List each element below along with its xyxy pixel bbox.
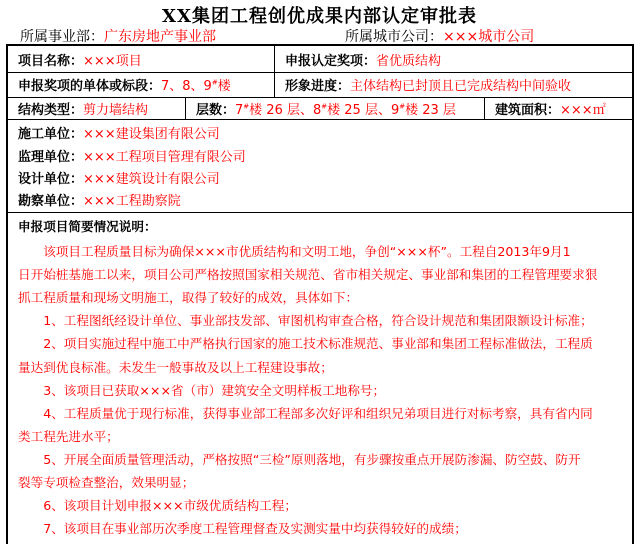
project-name-value: ×××项目 [83, 53, 142, 69]
floors-label: 层数： [196, 102, 236, 118]
business-unit-value: 广东房地产事业部 [104, 29, 216, 45]
description [18, 216, 628, 537]
description-line: 量达到优良标准。未发生一般事故及以上工程建设事故； [18, 359, 333, 375]
units-value: 7、8、9#楼 [161, 78, 231, 94]
row-units [8, 72, 632, 98]
city-company [345, 26, 534, 46]
description-label: 申报项目简要情况说明： [18, 219, 157, 234]
structure-label: 结构类型： [18, 102, 84, 118]
city-company-label: 所属城市公司： [345, 29, 443, 45]
org-survey: 勘察单位：×××工程勘察院 [18, 194, 181, 209]
org-supervision: 监理单位：×××工程项目管理有限公司 [18, 150, 246, 165]
description-line: 该项目工程质量目标为确保×××市优质结构和文明工地，争创“×××杯”。工程自2013年9月1 [18, 244, 571, 259]
description-line: 抓工程质量和现场文明施工，取得了较好的成效，具体如下： [18, 290, 359, 306]
row-orgs [8, 119, 632, 213]
project-name-label: 项目名称： [18, 53, 84, 69]
award-label: 申报认定奖项： [285, 53, 377, 69]
description-line: 2、项目实施过程中施工中严格执行国家的施工技术标准规范、事业部和集团工程标准做法，工程质 [18, 336, 593, 352]
description-line: 5、开展全面质量管理活动，严格按照“三检”原则落地，有步骤按重点开展防渗漏、防空鼓、防开 [18, 451, 581, 467]
description-line: 1、工程图纸经设计单位、事业部技发部、审图机构审查合格，符合设计规范和集团限额设计标准； [18, 313, 593, 329]
description-line: 3、该项目已获取×××省（市）建筑安全文明样板工地称号； [18, 382, 386, 398]
award-value: 省优质结构 [376, 53, 442, 69]
org-design: 设计单位：×××建筑设计有限公司 [18, 172, 220, 187]
description-line: 类工程先进水平； [18, 428, 119, 444]
org-construction: 施工单位：×××建设集团有限公司 [18, 127, 220, 142]
progress-label: 形象进度： [285, 79, 351, 94]
description-line: 日开始桩基施工以来，项目公司严格按照国家相关规范、省市相关规定、事业部和集团的工程管理要求狠 [18, 267, 598, 283]
description-line: 裂等专项检查整治，效果明显； [18, 475, 195, 490]
description-line: 7、该项目在事业部历次季度工程管理督查及实测实量中均获得较好的成绩； [18, 521, 467, 537]
business-unit-label: 所属事业部： [20, 29, 104, 45]
description-line: 6、该项目计划申报×××市级优质结构工程； [18, 498, 297, 514]
description-line: 4、工程质量优于现行标准，获得事业部工程部多次好评和组织兄弟项目进行对标考察，具有省内同 [18, 405, 593, 421]
row-project [8, 46, 632, 73]
city-company-value: ×××城市公司 [443, 29, 535, 45]
row-structure [8, 97, 632, 120]
progress-value: 主体结构已封顶且已完成结构中间验收 [350, 79, 572, 94]
structure-value: 剪力墙结构 [83, 102, 149, 118]
business-unit [20, 26, 216, 46]
units-label: 申报奖项的单体或标段： [18, 79, 162, 94]
page-title: XX集团工程创优成果内部认定审批表 [162, 6, 477, 27]
floors-value: 7#楼 26 层、8#楼 25 层、9#楼 23 层 [235, 102, 456, 118]
area-label: 建筑面积： [495, 102, 561, 118]
area-value: ×××㎡ [560, 102, 606, 118]
approval-table [6, 44, 634, 544]
